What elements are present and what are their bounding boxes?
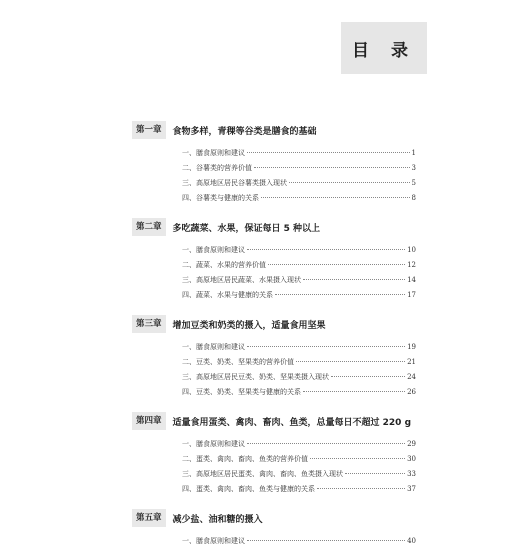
- leader-dots: [289, 181, 410, 183]
- toc-title: 目 录: [341, 22, 427, 74]
- toc-entry[interactable]: [132, 385, 416, 400]
- page-number: 30: [407, 455, 416, 463]
- leader-dots: [345, 472, 405, 474]
- chapter-heading[interactable]: [132, 218, 416, 236]
- page-number: 12: [407, 261, 416, 269]
- entry-label: 一、膳食原则和建议: [182, 440, 245, 448]
- entry-label: 四、谷薯类与健康的关系: [182, 194, 259, 202]
- leader-dots: [317, 487, 405, 489]
- entry-label: 四、蔬菜、水果与健康的关系: [182, 291, 273, 299]
- toc-entry[interactable]: [132, 340, 416, 355]
- leader-dots: [296, 360, 405, 362]
- toc-entry[interactable]: [132, 191, 416, 206]
- leader-dots: [303, 278, 405, 280]
- page-number: 3: [411, 164, 416, 172]
- page-number: 1: [411, 149, 416, 157]
- leader-dots: [310, 457, 405, 459]
- toc-entry[interactable]: [132, 437, 416, 452]
- page-number: 14: [407, 276, 416, 284]
- chapter-gap: [132, 303, 416, 315]
- entry-label: 四、蛋类、禽肉、畜肉、鱼类与健康的关系: [182, 485, 315, 493]
- chapter-1: [132, 121, 416, 206]
- page-number: 17: [407, 291, 416, 299]
- chapter-title: 适量食用蛋类、禽肉、畜肉、鱼类，总量每日不超过 220 g: [172, 417, 412, 428]
- page-number: 8: [411, 194, 416, 202]
- page-number: 26: [407, 388, 416, 396]
- leader-dots: [275, 293, 405, 295]
- chapter-number: 第二章: [132, 218, 166, 236]
- toc-entry[interactable]: [132, 482, 416, 497]
- leader-dots: [331, 375, 405, 377]
- page-number: 24: [407, 373, 416, 381]
- chapter-title: 增加豆类和奶类的摄入，适量食用坚果: [172, 320, 326, 331]
- leader-dots: [254, 166, 410, 168]
- page-number: 21: [407, 358, 416, 366]
- entry-label: 一、膳食原则和建议: [182, 246, 245, 254]
- chapter-title: 食物多样，青稞等谷类是膳食的基础: [172, 126, 317, 137]
- page-number: 40: [407, 537, 416, 545]
- entry-label: 一、膳食原则和建议: [182, 149, 245, 157]
- chapter-gap: [132, 206, 416, 218]
- entry-label: 三、高原地区居民谷薯类摄入现状: [182, 179, 287, 187]
- entry-label: 一、膳食原则和建议: [182, 343, 245, 351]
- toc-entry[interactable]: [132, 146, 416, 161]
- toc-entry[interactable]: [132, 467, 416, 482]
- toc-entry[interactable]: [132, 288, 416, 303]
- toc-entry[interactable]: [132, 452, 416, 467]
- chapter-heading[interactable]: [132, 315, 416, 333]
- leader-dots: [247, 151, 410, 153]
- page-number: 19: [407, 343, 416, 351]
- toc-entry[interactable]: [132, 243, 416, 258]
- entry-label: 二、豆类、奶类、坚果类的营养价值: [182, 358, 294, 366]
- chapter-heading[interactable]: [132, 509, 416, 527]
- toc-entry[interactable]: [132, 355, 416, 370]
- entry-label: 二、蔬菜、水果的营养价值: [182, 261, 266, 269]
- entry-label: 二、蛋类、禽肉、畜肉、鱼类的营养价值: [182, 455, 308, 463]
- page-number: 33: [407, 470, 416, 478]
- leader-dots: [247, 248, 405, 250]
- chapter-gap: [132, 400, 416, 412]
- entry-label: 二、谷薯类的营养价值: [182, 164, 252, 172]
- chapter-3: [132, 315, 416, 400]
- chapter-title: 多吃蔬菜、水果，保证每日 5 种以上: [172, 223, 321, 234]
- leader-dots: [261, 196, 410, 198]
- chapter-2: [132, 218, 416, 303]
- toc-entry[interactable]: [132, 370, 416, 385]
- leader-dots: [247, 539, 405, 541]
- toc-list: [132, 121, 416, 549]
- chapter-4: [132, 412, 416, 497]
- entry-label: 三、高原地区居民豆类、奶类、坚果类摄入现状: [182, 373, 329, 381]
- chapter-number: 第五章: [132, 509, 166, 527]
- entry-label: 四、豆类、奶类、坚果类与健康的关系: [182, 388, 301, 396]
- chapter-title: 减少盐、油和糖的摄入: [172, 514, 263, 525]
- page-number: 5: [411, 179, 416, 187]
- chapter-number: 第四章: [132, 412, 166, 430]
- page-number: 37: [407, 485, 416, 493]
- entry-label: 三、高原地区居民蛋类、禽肉、畜肉、鱼类摄入现状: [182, 470, 343, 478]
- chapter-heading[interactable]: [132, 412, 416, 430]
- page-number: 10: [407, 246, 416, 254]
- entry-label: 一、膳食原则和建议: [182, 537, 245, 545]
- chapter-number: 第一章: [132, 121, 166, 139]
- chapter-number: 第三章: [132, 315, 166, 333]
- page-number: 29: [407, 440, 416, 448]
- toc-entry[interactable]: [132, 176, 416, 191]
- toc-entry[interactable]: [132, 161, 416, 176]
- leader-dots: [247, 442, 405, 444]
- toc-entry[interactable]: [132, 534, 416, 549]
- chapter-gap: [132, 497, 416, 509]
- leader-dots: [247, 345, 405, 347]
- leader-dots: [303, 390, 405, 392]
- toc-entry[interactable]: [132, 258, 416, 273]
- toc-entry[interactable]: [132, 273, 416, 288]
- entry-label: 三、高原地区居民蔬菜、水果摄入现状: [182, 276, 301, 284]
- chapter-heading[interactable]: [132, 121, 416, 139]
- chapter-5: [132, 509, 416, 549]
- leader-dots: [268, 263, 405, 265]
